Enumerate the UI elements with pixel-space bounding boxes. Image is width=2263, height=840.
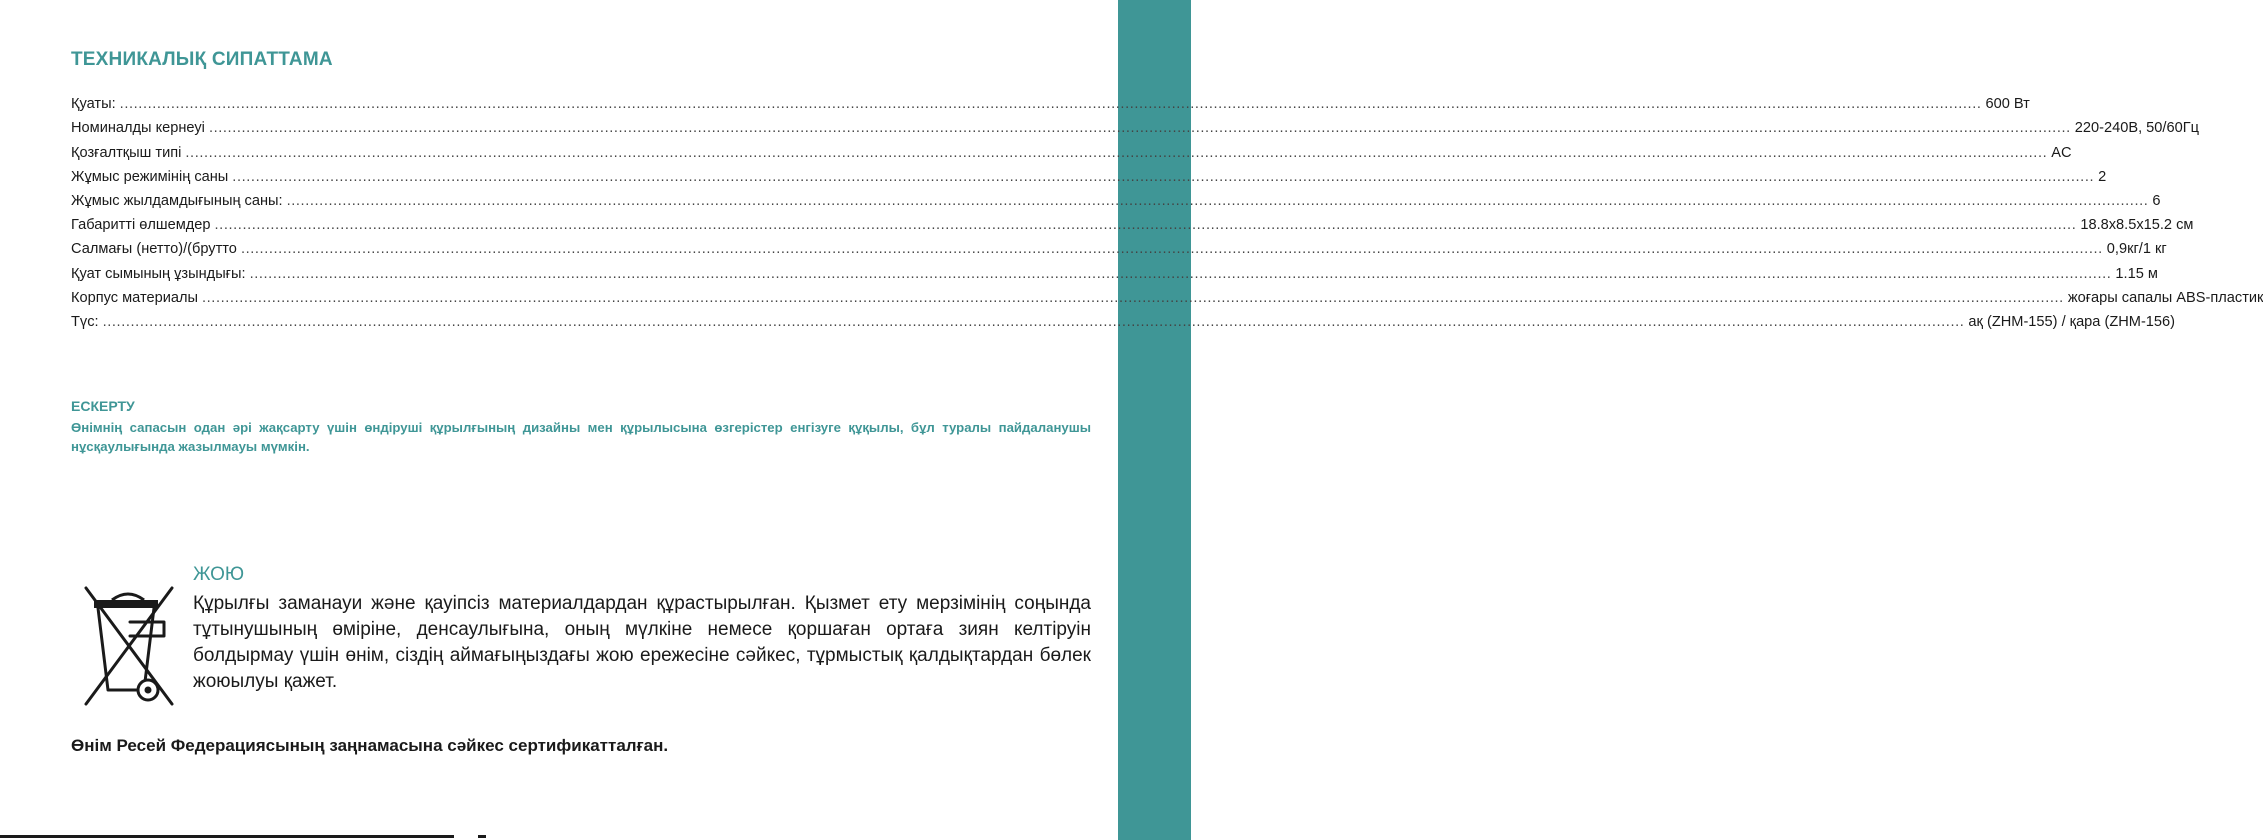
spec-row [71, 210, 2194, 234]
spec-value: жоғары сапалы ABS-пластик [2067, 289, 2263, 306]
dot-leader: ................................................................................................................................................................................................................................................................................................................................................................................................................ [119, 96, 1982, 113]
dot-leader: ................................................................................................................................................................................................................................................................................................................................................................................................................ [214, 217, 2077, 234]
spec-row [71, 258, 2158, 282]
note-title: ЕСКЕРТУ [71, 398, 135, 414]
spec-row [71, 89, 2030, 113]
spec-value: AC [2051, 144, 2072, 161]
spec-list [71, 89, 2263, 331]
spec-label: Қуат сымының ұзындығы: [71, 265, 246, 282]
dot-leader: ................................................................................................................................................................................................................................................................................................................................................................................................................ [185, 144, 2048, 161]
dot-leader: ................................................................................................................................................................................................................................................................................................................................................................................................................ [201, 289, 2064, 306]
dot-leader: ................................................................................................................................................................................................................................................................................................................................................................................................................ [240, 241, 2103, 258]
spec-label: Габаритті өлшемдер [71, 217, 211, 234]
dot-leader: ................................................................................................................................................................................................................................................................................................................................................................................................................ [208, 120, 2071, 137]
spec-value: 2 [2098, 168, 2107, 185]
spec-label: Қозғалтқыш типі [71, 144, 182, 161]
bottom-rule [0, 835, 454, 838]
spec-label: Номиналды кернеуі [71, 120, 205, 137]
spec-value: 600 Вт [1985, 96, 2030, 113]
spec-row [71, 234, 2167, 258]
disposal-title: ЖОЮ [193, 564, 245, 585]
spec-row [71, 113, 2199, 137]
spec-row [71, 137, 2072, 161]
spec-label: Корпус материалы [71, 289, 198, 306]
dot-leader: ................................................................................................................................................................................................................................................................................................................................................................................................................ [102, 313, 1965, 330]
spec-value: 220-240В, 50/60Гц [2074, 120, 2199, 137]
spec-label: Қуаты: [71, 96, 116, 113]
spec-value: 0,9кг/1 кг [2106, 241, 2167, 258]
certification-text: Өнім Ресей Федерациясының заңнамасына сәйкес сертификатталған. [71, 736, 669, 755]
spec-value: ақ (ZHM-155) / қара (ZHM-156) [1968, 313, 2176, 330]
dot-leader: ................................................................................................................................................................................................................................................................................................................................................................................................................ [286, 192, 2149, 209]
dot-leader: ................................................................................................................................................................................................................................................................................................................................................................................................................ [232, 168, 2095, 185]
bottom-mark [478, 835, 486, 838]
spec-row [71, 307, 2176, 331]
spec-value: 18.8x8.5x15.2 см [2080, 217, 2194, 234]
spec-label: Салмағы (нетто)/(брутто [71, 241, 237, 258]
spec-row [71, 186, 2161, 210]
disposal-text: Құрылғы заманауи және қауіпсіз материалдардан құрастырылған. Қызмет ету мерзімінің соңында тұтынушының өміріне, денсаулығына, оның мүлкіне немесе қоршаған ортаға зиян келтіруін болдырмау үшін өнім, сіздің аймағыңыздағы жою ережесіне сәйкес, тұрмыстық қалдықтардан бөлек жоюылуы қажет. [193, 593, 1091, 692]
note-text: Өнімнің сапасын одан әрі жақсарту үшін өндіруші құрылғының дизайны мен құрылысына өзгерістер енгізуге құқылы, бұл туралы пайдаланушы нұсқаулығында жазылмауы мүмкін. [71, 420, 1091, 454]
spec-row [71, 283, 2263, 307]
dot-leader: ................................................................................................................................................................................................................................................................................................................................................................................................................ [249, 265, 2112, 282]
crossed-out-wheelie-bin-icon [84, 584, 174, 708]
spec-label: Түс: [71, 313, 99, 330]
spec-label: Жұмыс жылдамдығының саны: [71, 192, 283, 209]
spec-value: 1.15 м [2115, 265, 2158, 282]
spec-value: 6 [2152, 192, 2161, 209]
spec-row [71, 162, 2107, 186]
spec-title: ТЕХНИКАЛЫҚ СИПАТТАМА [71, 49, 333, 70]
spec-label: Жұмыс режимінің саны [71, 168, 229, 185]
